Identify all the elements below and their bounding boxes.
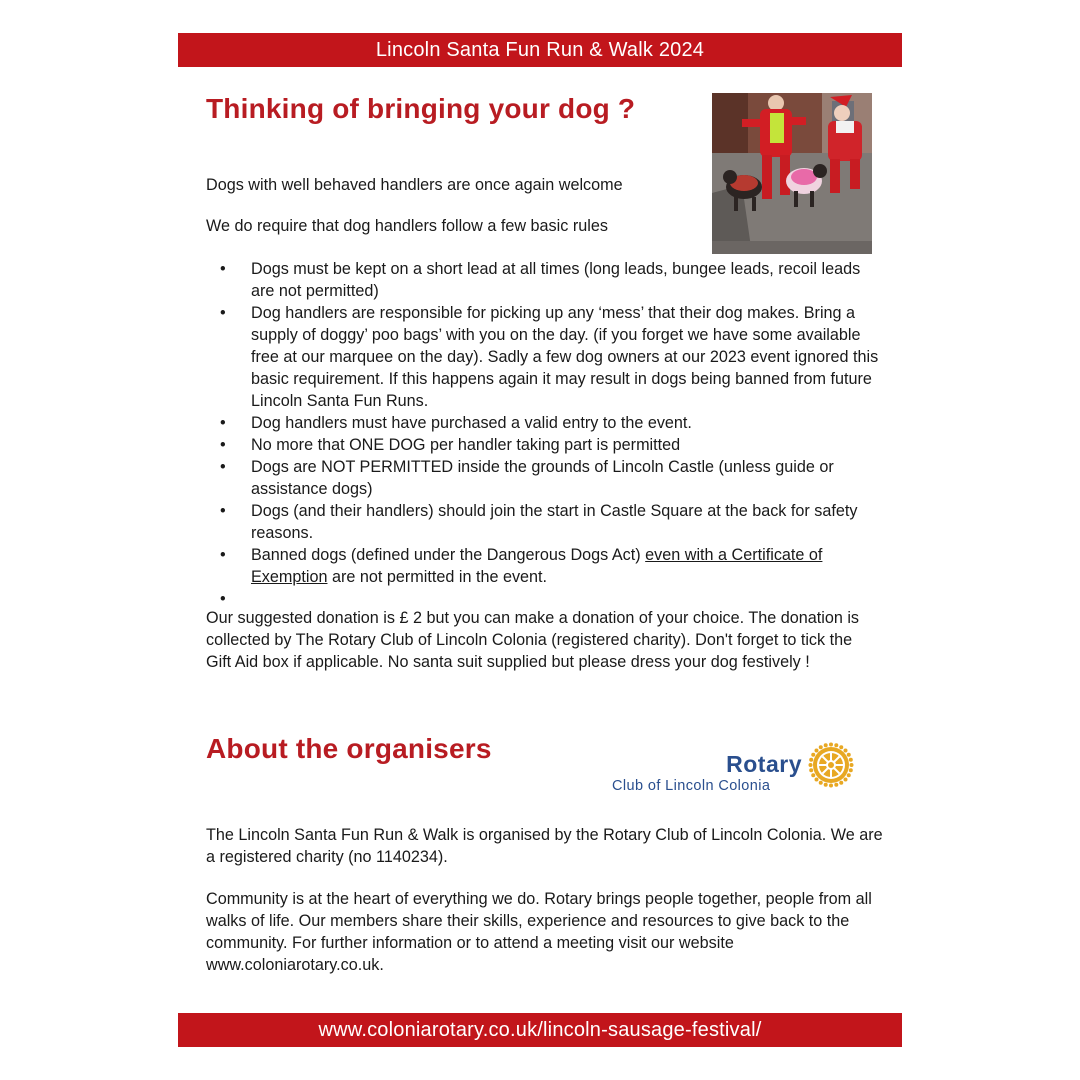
donation-text: Our suggested donation is £ 2 but you can make a donation of your choice. The donation is collected by The Rotary Club of Lincoln Colonia (registered charity). Don't forget to tick the Gift Aid box if applicable. No santa suit supplied but please dress your dog festively ! bbox=[206, 609, 860, 671]
rule-text: Dogs are NOT PERMITTED inside the grounds of Lincoln Castle (unless guide or assistance dogs) bbox=[251, 458, 834, 498]
rules-intro-text: We do require that dog handlers follow a few basic rules bbox=[206, 217, 608, 235]
wheel-tooth bbox=[819, 745, 823, 749]
wheel-tooth bbox=[839, 745, 843, 749]
wheel-tooth bbox=[824, 783, 828, 787]
wheel-tooth bbox=[849, 758, 853, 762]
bullet-icon: • bbox=[220, 436, 226, 454]
list-item bbox=[206, 500, 886, 544]
wheel-tooth bbox=[809, 763, 813, 767]
rotary-club-subtitle: Club of Lincoln Colonia bbox=[612, 778, 771, 794]
santa-runners-with-dogs-photo bbox=[712, 93, 872, 254]
rule-text-after: are not permitted in the event. bbox=[327, 568, 548, 586]
dog-section-heading: Thinking of bringing your dog ? bbox=[206, 93, 636, 124]
wheel-tooth bbox=[829, 784, 833, 788]
rule-text: Dogs (and their handlers) should join the start in Castle Square at the back for safety reasons. bbox=[251, 502, 858, 542]
community-info-text: Community is at the heart of everything we do. Rotary brings people together, people from all walks of life. Our members share their skills, experience and resources to give back to the community. For further information or to attend a meeting visit our website www.coloniarotary.co.uk. bbox=[206, 890, 872, 974]
list-item bbox=[206, 434, 886, 456]
wheel-tooth bbox=[834, 783, 838, 787]
wheel-tooth bbox=[819, 781, 823, 785]
wheel-tooth bbox=[843, 749, 847, 753]
rule-text: Dogs must be kept on a short lead at all times (long leads, bungee leads, recoil leads are not permitted) bbox=[251, 260, 861, 300]
list-item bbox=[206, 544, 886, 588]
rule-text: Dog handlers are responsible for picking up any ‘mess’ that their dog makes. Bring a supply of doggy’ poo bags’ with you on the day. (if you forget we have some available free at our marquee on the day). Sadly a few dog owners at our 2023 event ignored this basic requirement. If this happens again it may result in dogs being banned from future Lincoln Santa Fun Runs. bbox=[251, 304, 879, 410]
list-item bbox=[206, 412, 886, 434]
rotary-wordmark: Rotary bbox=[726, 751, 802, 777]
wheel-tooth bbox=[850, 763, 854, 767]
wheel-tooth bbox=[811, 753, 815, 757]
rotary-wheel-icon bbox=[808, 742, 854, 788]
photo-illustration bbox=[712, 93, 872, 254]
wheel-tooth bbox=[847, 773, 851, 777]
wheel-tooth bbox=[815, 749, 819, 753]
wheel-tooth bbox=[824, 743, 828, 747]
bullet-icon: • bbox=[220, 304, 226, 322]
bullet-icon: • bbox=[220, 590, 226, 608]
list-item bbox=[206, 302, 886, 412]
list-item bbox=[206, 456, 886, 500]
wheel-tooth bbox=[843, 777, 847, 781]
event-title-banner bbox=[178, 33, 902, 67]
organiser-info-text: The Lincoln Santa Fun Run & Walk is organised by the Rotary Club of Lincoln Colonia. We are a registered charity (no 1140234). bbox=[206, 826, 883, 866]
wheel-tooth bbox=[847, 753, 851, 757]
footer-banner bbox=[178, 1013, 902, 1047]
wheel-tooth bbox=[815, 777, 819, 781]
dog-rules-list bbox=[206, 258, 886, 608]
rule-text-before: Banned dogs (defined under the Dangerous Dogs Act) bbox=[251, 546, 646, 564]
wheel-tooth bbox=[829, 743, 833, 747]
organisers-heading: About the organisers bbox=[206, 733, 492, 764]
wheel-tooth bbox=[834, 743, 838, 747]
rotary-logo bbox=[612, 742, 872, 798]
wheel-tooth bbox=[839, 781, 843, 785]
wheel-tooth bbox=[849, 768, 853, 772]
list-item bbox=[206, 258, 886, 302]
wheel-tooth bbox=[809, 758, 813, 762]
event-title: Lincoln Santa Fun Run & Walk 2024 bbox=[375, 39, 705, 61]
bullet-icon: • bbox=[220, 502, 226, 520]
wheel-tooth bbox=[811, 773, 815, 777]
bullet-icon: • bbox=[220, 414, 226, 432]
bullet-icon: • bbox=[220, 260, 226, 278]
wheel-tooth bbox=[809, 768, 813, 772]
certificate-exemption-text: even with a Certificate of Exemption bbox=[251, 546, 823, 586]
bullet-icon: • bbox=[220, 546, 226, 564]
dogs-welcome-text: Dogs with well behaved handlers are once again welcome bbox=[206, 176, 623, 194]
rule-text: Dog handlers must have purchased a valid entry to the event. bbox=[251, 414, 692, 432]
footer-url: www.coloniarotary.co.uk/lincoln-sausage-festival/ bbox=[318, 1019, 762, 1041]
bullet-icon: • bbox=[220, 458, 226, 476]
rule-text: No more that ONE DOG per handler taking part is permitted bbox=[251, 436, 681, 454]
